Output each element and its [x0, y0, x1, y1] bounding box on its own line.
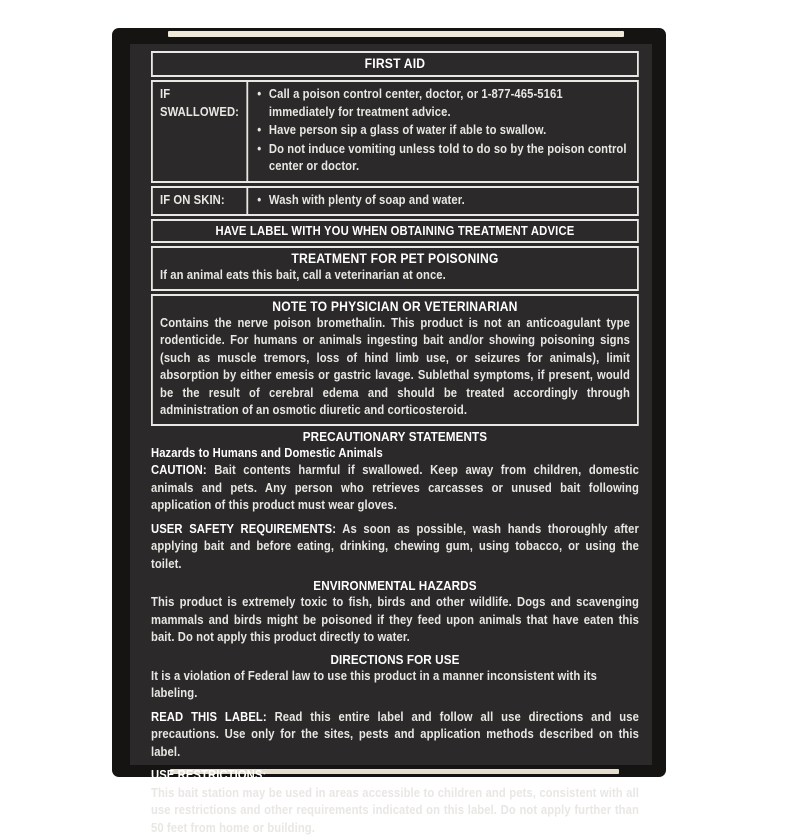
pet-poisoning-text: If an animal eats this bait, call a veterinarian at once. [153, 267, 637, 289]
label-panel [130, 44, 652, 765]
hazards-subtitle-text: Hazards to Humans and Domestic Animals [151, 446, 383, 460]
hazards-subtitle [151, 445, 639, 463]
product-box-back-panel [112, 28, 666, 777]
box-top-edge-highlight [168, 31, 624, 37]
use-restrictions-heading [151, 767, 639, 785]
instruction-bullet: • Wash with plenty of soap and water. [257, 192, 630, 210]
if-swallowed-condition: IF SWALLOWED: [153, 82, 248, 181]
pet-poisoning-box [151, 246, 639, 291]
first-aid-title: FIRST AID [153, 53, 637, 75]
environmental-text: This product is extremely toxic to fish, birds and other wildlife. Dogs and scavenging mammals and birds might be poisoned if they feed upon animals that have eaten this bait. Do not apply this product directly to water. [151, 594, 639, 647]
instruction-bullet: • Have person sip a glass of water if able to swallow. [257, 122, 630, 140]
environmental-title: ENVIRONMENTAL HAZARDS [151, 578, 639, 594]
read-label-paragraph [151, 709, 639, 762]
pet-poisoning-title: TREATMENT FOR PET POISONING [153, 248, 637, 267]
caution-paragraph [151, 462, 639, 515]
user-safety-text: As soon as possible, wash hands thoroughly after applying bait and before eating, drinking, chewing gum, using tobacco, or using the toilet. [151, 522, 639, 571]
instruction-bullet: • Call a poison control center, doctor, or 1-877-465-5161 immediately for treatment advice. [257, 86, 630, 121]
instruction-bullet: • Do not induce vomiting unless told to do so by the poison control center or doctor. [257, 141, 630, 176]
read-label-text: Read this entire label and follow all use directions and use precautions. Use only for the sites, pests and application methods described on this label. [151, 710, 639, 759]
directions-title: DIRECTIONS FOR USE [151, 652, 639, 668]
physician-note-box [151, 294, 639, 426]
user-safety-label: USER SAFETY REQUIREMENTS: [151, 522, 336, 536]
if-swallowed-instructions [248, 82, 637, 181]
physician-note-text: Contains the nerve poison bromethalin. This product is not an anticoagulant type rodenticide. For humans or animals ingesting bait and/or showing poisoning signs (such as muscle tremors, loss of hind limb use, or seizures for animals), limit absorption by either emesis or gastric lavage. Sublethal symptoms, if present, would be the result of cerebral edema and should be treated accordingly through administration of an osmotic diuretic and corticosteroid. [153, 315, 637, 424]
first-aid-header-box [151, 51, 639, 77]
violation-text: It is a violation of Federal law to use this product in a manner inconsistent with its labeling. [151, 668, 639, 703]
have-label-footer-box [151, 219, 639, 243]
if-on-skin-instructions [248, 188, 637, 215]
user-safety-paragraph [151, 521, 639, 574]
use-restrictions-label: USE RESTRICTIONS: [151, 768, 266, 782]
if-swallowed-row [151, 80, 639, 183]
precautionary-title: PRECAUTIONARY STATEMENTS [151, 429, 639, 445]
if-on-skin-condition: IF ON SKIN: [153, 188, 248, 215]
use-restrictions-text: This bait station may be used in areas accessible to children and pets, consistent with all use restrictions and other requirements indicated on this label. Do not apply further than 50 feet from home or building. [151, 785, 639, 837]
physician-note-title: NOTE TO PHYSICIAN OR VETERINARIAN [153, 296, 637, 315]
caution-label: CAUTION: [151, 463, 207, 477]
read-label-label: READ THIS LABEL: [151, 710, 267, 724]
label-content [151, 51, 639, 761]
caution-text: Bait contents harmful if swallowed. Keep away from children, domestic animals and pets. Any person who retrieves carcasses or unused bait following application of this product must wear gloves. [151, 463, 639, 512]
if-on-skin-row [151, 186, 639, 217]
have-label-footer: HAVE LABEL WITH YOU WHEN OBTAINING TREATMENT ADVICE [153, 221, 637, 241]
